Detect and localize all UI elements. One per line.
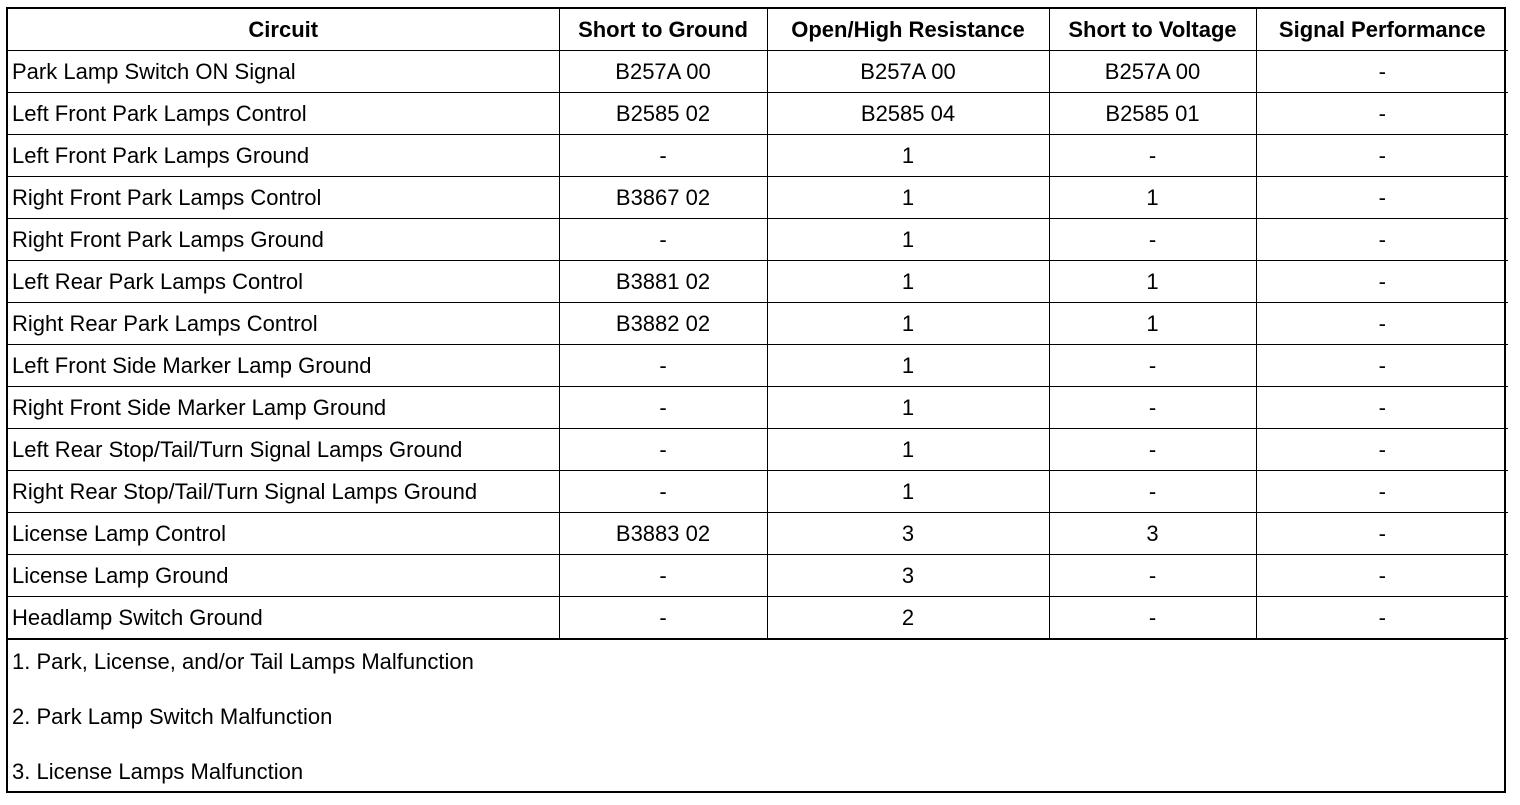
short-to-ground-cell: - (559, 471, 767, 513)
short-to-ground-cell: - (559, 387, 767, 429)
signal-performance-cell: - (1256, 93, 1508, 135)
signal-performance-cell: - (1256, 177, 1508, 219)
short-to-ground-cell: B3882 02 (559, 303, 767, 345)
short-to-voltage-cell: 1 (1049, 177, 1256, 219)
open-high-resistance-cell: 1 (767, 345, 1049, 387)
circuit-cell: Left Rear Park Lamps Control (8, 261, 559, 303)
diagnostic-table-container (6, 7, 1506, 793)
table-row (8, 177, 1508, 219)
open-high-resistance-cell: B257A 00 (767, 51, 1049, 93)
table-row (8, 597, 1508, 639)
table-row (8, 261, 1508, 303)
short-to-ground-cell: B3881 02 (559, 261, 767, 303)
circuit-cell: Left Rear Stop/Tail/Turn Signal Lamps Ground (8, 429, 559, 471)
header-short-to-ground: Short to Ground (559, 9, 767, 51)
open-high-resistance-cell: 1 (767, 261, 1049, 303)
open-high-resistance-cell: 1 (767, 219, 1049, 261)
short-to-voltage-cell: - (1049, 345, 1256, 387)
table-row (8, 345, 1508, 387)
short-to-ground-cell: - (559, 555, 767, 597)
table-row (8, 471, 1508, 513)
short-to-ground-cell: B2585 02 (559, 93, 767, 135)
open-high-resistance-cell: 1 (767, 177, 1049, 219)
short-to-ground-cell: B3883 02 (559, 513, 767, 555)
open-high-resistance-cell: 1 (767, 387, 1049, 429)
short-to-voltage-cell: B2585 01 (1049, 93, 1256, 135)
short-to-ground-cell: - (559, 345, 767, 387)
short-to-voltage-cell: - (1049, 555, 1256, 597)
short-to-voltage-cell: - (1049, 429, 1256, 471)
footnote-3: 3. License Lamps Malfunction (12, 759, 304, 784)
circuit-cell: Right Rear Park Lamps Control (8, 303, 559, 345)
short-to-voltage-cell: B257A 00 (1049, 51, 1256, 93)
signal-performance-cell: - (1256, 555, 1508, 597)
circuit-cell: Left Front Side Marker Lamp Ground (8, 345, 559, 387)
open-high-resistance-cell: 1 (767, 471, 1049, 513)
table-row (8, 555, 1508, 597)
circuit-cell: Headlamp Switch Ground (8, 597, 559, 639)
circuit-cell: License Lamp Control (8, 513, 559, 555)
circuit-dtc-table (8, 9, 1508, 639)
short-to-ground-cell: - (559, 219, 767, 261)
signal-performance-cell: - (1256, 261, 1508, 303)
short-to-voltage-cell: - (1049, 471, 1256, 513)
footnotes (8, 639, 1504, 805)
short-to-ground-cell: - (559, 429, 767, 471)
circuit-cell: Left Front Park Lamps Control (8, 93, 559, 135)
short-to-voltage-cell: - (1049, 219, 1256, 261)
signal-performance-cell: - (1256, 387, 1508, 429)
signal-performance-cell: - (1256, 345, 1508, 387)
signal-performance-cell: - (1256, 135, 1508, 177)
short-to-voltage-cell: 3 (1049, 513, 1256, 555)
short-to-ground-cell: - (559, 135, 767, 177)
header-row (8, 9, 1508, 51)
table-row (8, 303, 1508, 345)
signal-performance-cell: - (1256, 51, 1508, 93)
table-row (8, 387, 1508, 429)
header-signal-performance: Signal Performance (1256, 9, 1508, 51)
footnote-1: 1. Park, License, and/or Tail Lamps Malfunction (12, 649, 474, 674)
short-to-voltage-cell: - (1049, 135, 1256, 177)
short-to-ground-cell: - (559, 597, 767, 639)
circuit-cell: Park Lamp Switch ON Signal (8, 51, 559, 93)
short-to-ground-cell: B257A 00 (559, 51, 767, 93)
open-high-resistance-cell: B2585 04 (767, 93, 1049, 135)
table-row (8, 93, 1508, 135)
table-row (8, 135, 1508, 177)
short-to-ground-cell: B3867 02 (559, 177, 767, 219)
open-high-resistance-cell: 3 (767, 555, 1049, 597)
circuit-cell: License Lamp Ground (8, 555, 559, 597)
circuit-cell: Right Front Side Marker Lamp Ground (8, 387, 559, 429)
table-row (8, 513, 1508, 555)
header-open-high-resistance: Open/High Resistance (767, 9, 1049, 51)
short-to-voltage-cell: 1 (1049, 261, 1256, 303)
circuit-cell: Right Front Park Lamps Control (8, 177, 559, 219)
circuit-cell: Left Front Park Lamps Ground (8, 135, 559, 177)
open-high-resistance-cell: 1 (767, 303, 1049, 345)
open-high-resistance-cell: 3 (767, 513, 1049, 555)
header-circuit: Circuit (8, 9, 559, 51)
short-to-voltage-cell: 1 (1049, 303, 1256, 345)
circuit-cell: Right Front Park Lamps Ground (8, 219, 559, 261)
signal-performance-cell: - (1256, 513, 1508, 555)
short-to-voltage-cell: - (1049, 387, 1256, 429)
signal-performance-cell: - (1256, 303, 1508, 345)
signal-performance-cell: - (1256, 429, 1508, 471)
open-high-resistance-cell: 1 (767, 429, 1049, 471)
open-high-resistance-cell: 2 (767, 597, 1049, 639)
footnote-2: 2. Park Lamp Switch Malfunction (12, 704, 333, 729)
circuit-cell: Right Rear Stop/Tail/Turn Signal Lamps Ground (8, 471, 559, 513)
open-high-resistance-cell: 1 (767, 135, 1049, 177)
header-short-to-voltage: Short to Voltage (1049, 9, 1256, 51)
table-row (8, 429, 1508, 471)
signal-performance-cell: - (1256, 471, 1508, 513)
table-row (8, 219, 1508, 261)
short-to-voltage-cell: - (1049, 597, 1256, 639)
signal-performance-cell: - (1256, 597, 1508, 639)
signal-performance-cell: - (1256, 219, 1508, 261)
table-row (8, 51, 1508, 93)
